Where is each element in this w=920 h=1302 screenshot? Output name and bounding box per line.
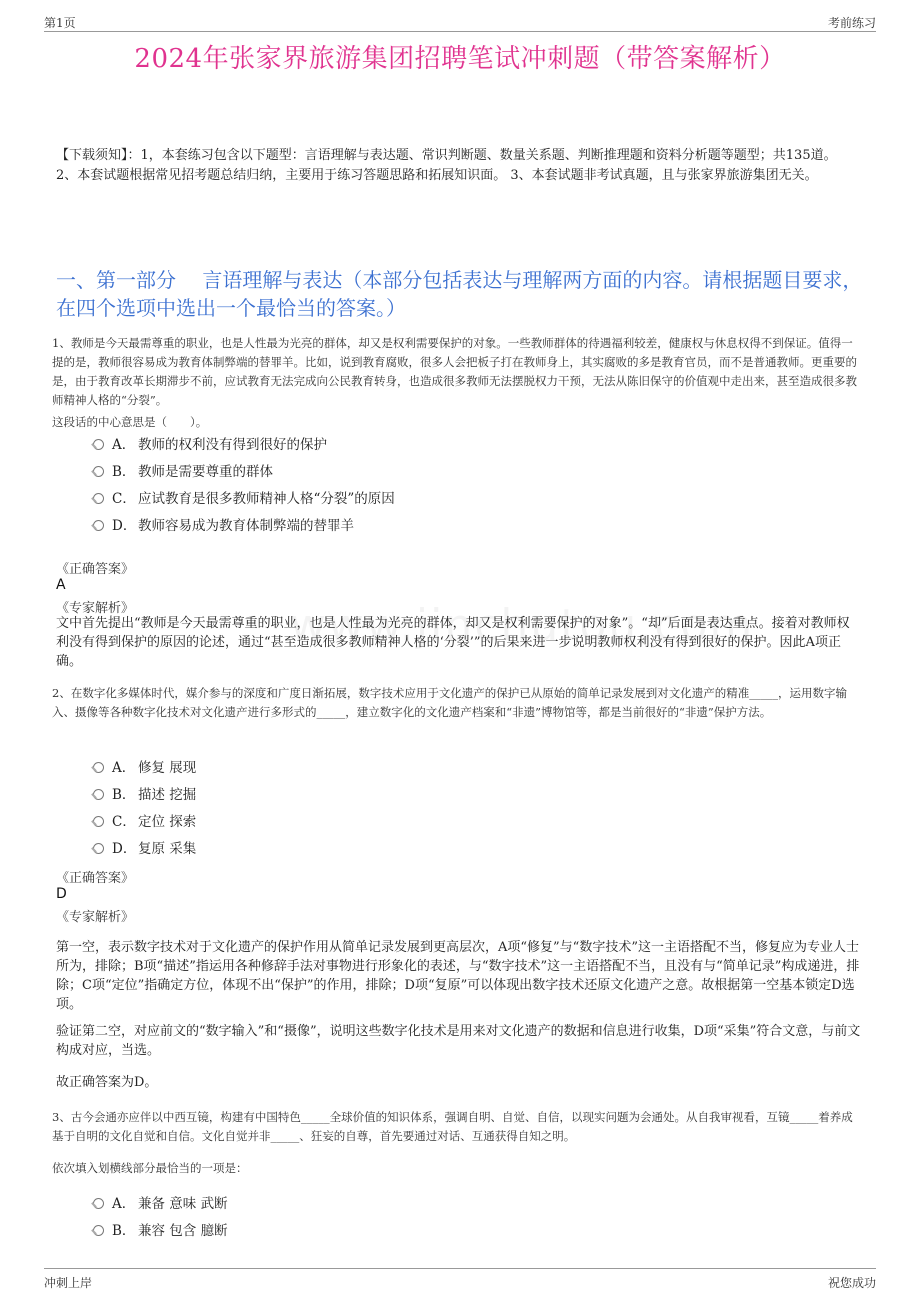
radio-icon[interactable] [93, 816, 104, 827]
question-3-text: 3、古今会通亦应伴以中西互镜，构建有中国特色_____全球价值的知识体系，强调自明、自觉、自信，以现实问题为会通处。从自我审视看，互镜_____着养成基于自明的文化自觉和自信。文化自觉并非_____、狂妄的自尊，首先要通过对话、互通获得自知之明。 [52, 1110, 853, 1143]
question-3-option-a[interactable]: A． 兼备 意味 武断 [93, 1194, 228, 1214]
document-title: 2024年张家界旅游集团招聘笔试冲刺题（带答案解析） [134, 44, 786, 74]
question-2-analysis-p1: 第一空，表示数字技术对于文化遗产的保护作用从简单记录发展到更高层次，A项“修复”与“数字技术”这一主语搭配不当，修复应为专业人士所为，排除；B项“描述”指运用各种修辞手法对事物进行形象化的表述，与“数字技术”这一主语搭配不当，且没有与“简单记录”构成递进，排除；C项“定位”指确定方位，体现不出“保护”的作用，排除；D项“复原”可以体现出数字技术还原文化遗产之意。故根据第一空基本锁定D选项。 [56, 940, 860, 1012]
download-notice: 【下载须知】：1，本套练习包含以下题型：言语理解与表达题、常识判断题、数量关系题、判断推理题和资料分析题等题型；共135道。 2、本套试题根据常见招考题总结归纳，主要用于练习答题思路和拓展知识面。 3、本套试题非考试真题，且与张家界旅游集团无关。 [56, 148, 837, 183]
question-2-option-a[interactable]: A． 修复 展现 [93, 758, 196, 778]
question-2-option-c[interactable]: C． 定位 探索 [93, 812, 196, 832]
question-1-text: 1、教师是今天最需尊重的职业，也是人性最为光亮的群体，却又是权利需要保护的对象。一些教师群体的待遇福利较差，健康权与休息权得不到保证。值得一提的是，教师很容易成为教育体制弊端的替罪羊。比如，说到教育腐败，很多人会把板子打在教师身上，其实腐败的多是教育官员，而不是普通教师。更重要的是，由于教育改革长期滞步不前，应试教育无法完成向公民教育转身，也造成很多教师无法摆脱权力干预，无法从陈旧保守的价值观中走出来，甚至造成很多教师精神人格的“分裂”。 [52, 336, 857, 407]
question-1-option-a[interactable]: A． 教师的权利没有得到很好的保护 [93, 435, 327, 455]
question-2-option-b[interactable]: B． 描述 挖掘 [93, 785, 196, 805]
answer-label: 《正确答案》 [56, 871, 135, 886]
radio-icon[interactable] [93, 1198, 104, 1209]
question-2-analysis-p3: 故正确答案为D。 [56, 1075, 158, 1090]
page-header [44, 12, 876, 32]
radio-icon[interactable] [93, 789, 104, 800]
page-number: 第1页 [44, 16, 76, 30]
question-1-analysis: 文中首先提出“教师是今天最需尊重的职业，也是人性最为光亮的群体，却又是权利需要保护的对象”。“却”后面是表达重点。接着对教师权利没有得到保护的原因的论述，通过“甚至造成很多教师精神人格的‘分裂’”的后果来进一步说明教师权利没有得到很好的保护。因此A项正确。 [56, 616, 850, 669]
question-1-answer: A [56, 577, 66, 593]
radio-icon[interactable] [93, 520, 104, 531]
radio-icon[interactable] [93, 843, 104, 854]
question-2-option-d[interactable]: D． 复原 采集 [93, 839, 196, 859]
question-1-option-b[interactable]: B． 教师是需要尊重的群体 [93, 462, 273, 482]
footer-left: 冲刺上岸 [44, 1276, 93, 1290]
question-2-analysis-p2: 验证第二空，对应前文的“数字输入”和“摄像”，说明这些数字化技术是用来对文化遗产的数据和信息进行收集，D项“采集”符合文意，与前文构成对应，当选。 [56, 1024, 861, 1058]
radio-icon[interactable] [93, 493, 104, 504]
footer-right: 祝您成功 [827, 1276, 876, 1290]
radio-icon[interactable] [93, 1225, 104, 1236]
question-2-text: 2、在数字化多媒体时代，媒介参与的深度和广度日渐拓展，数字技术应用于文化遗产的保护已从原始的简单记录发展到对文化遗产的精准_____，运用数字输入、摄像等各种数字化技术对文化遗产进行多形式的_____，建立数字化的文化遗产档案和“非遗”博物馆等，都是当前很好的“非遗”保护方法。 [52, 686, 848, 719]
question-3-option-b[interactable]: B． 兼容 包含 臆断 [93, 1221, 228, 1241]
page-footer [44, 1268, 876, 1298]
header-tag: 考前练习 [827, 16, 876, 30]
radio-icon[interactable] [93, 439, 104, 450]
question-1-option-d[interactable]: D． 教师容易成为教育体制弊端的替罪羊 [93, 516, 354, 536]
question-3-stem: 依次填入划横线部分最恰当的一项是： [52, 1161, 248, 1175]
question-2-answer: D [56, 886, 67, 902]
question-1-stem: 这段话的中心意思是（ ）。 [52, 415, 208, 429]
question-1-option-c[interactable]: C． 应试教育是很多教师精神人格“分裂”的原因 [93, 489, 395, 509]
section-heading: 一、第一部分 言语理解与表达（本部分包括表达与理解两方面的内容。请根据题目要求，在四个选项中选出一个最恰当的答案。） [56, 268, 863, 320]
radio-icon[interactable] [93, 466, 104, 477]
analysis-label: 《专家解析》 [56, 601, 135, 616]
radio-icon[interactable] [93, 762, 104, 773]
analysis-label: 《专家解析》 [56, 910, 135, 925]
answer-label: 《正确答案》 [56, 562, 135, 577]
